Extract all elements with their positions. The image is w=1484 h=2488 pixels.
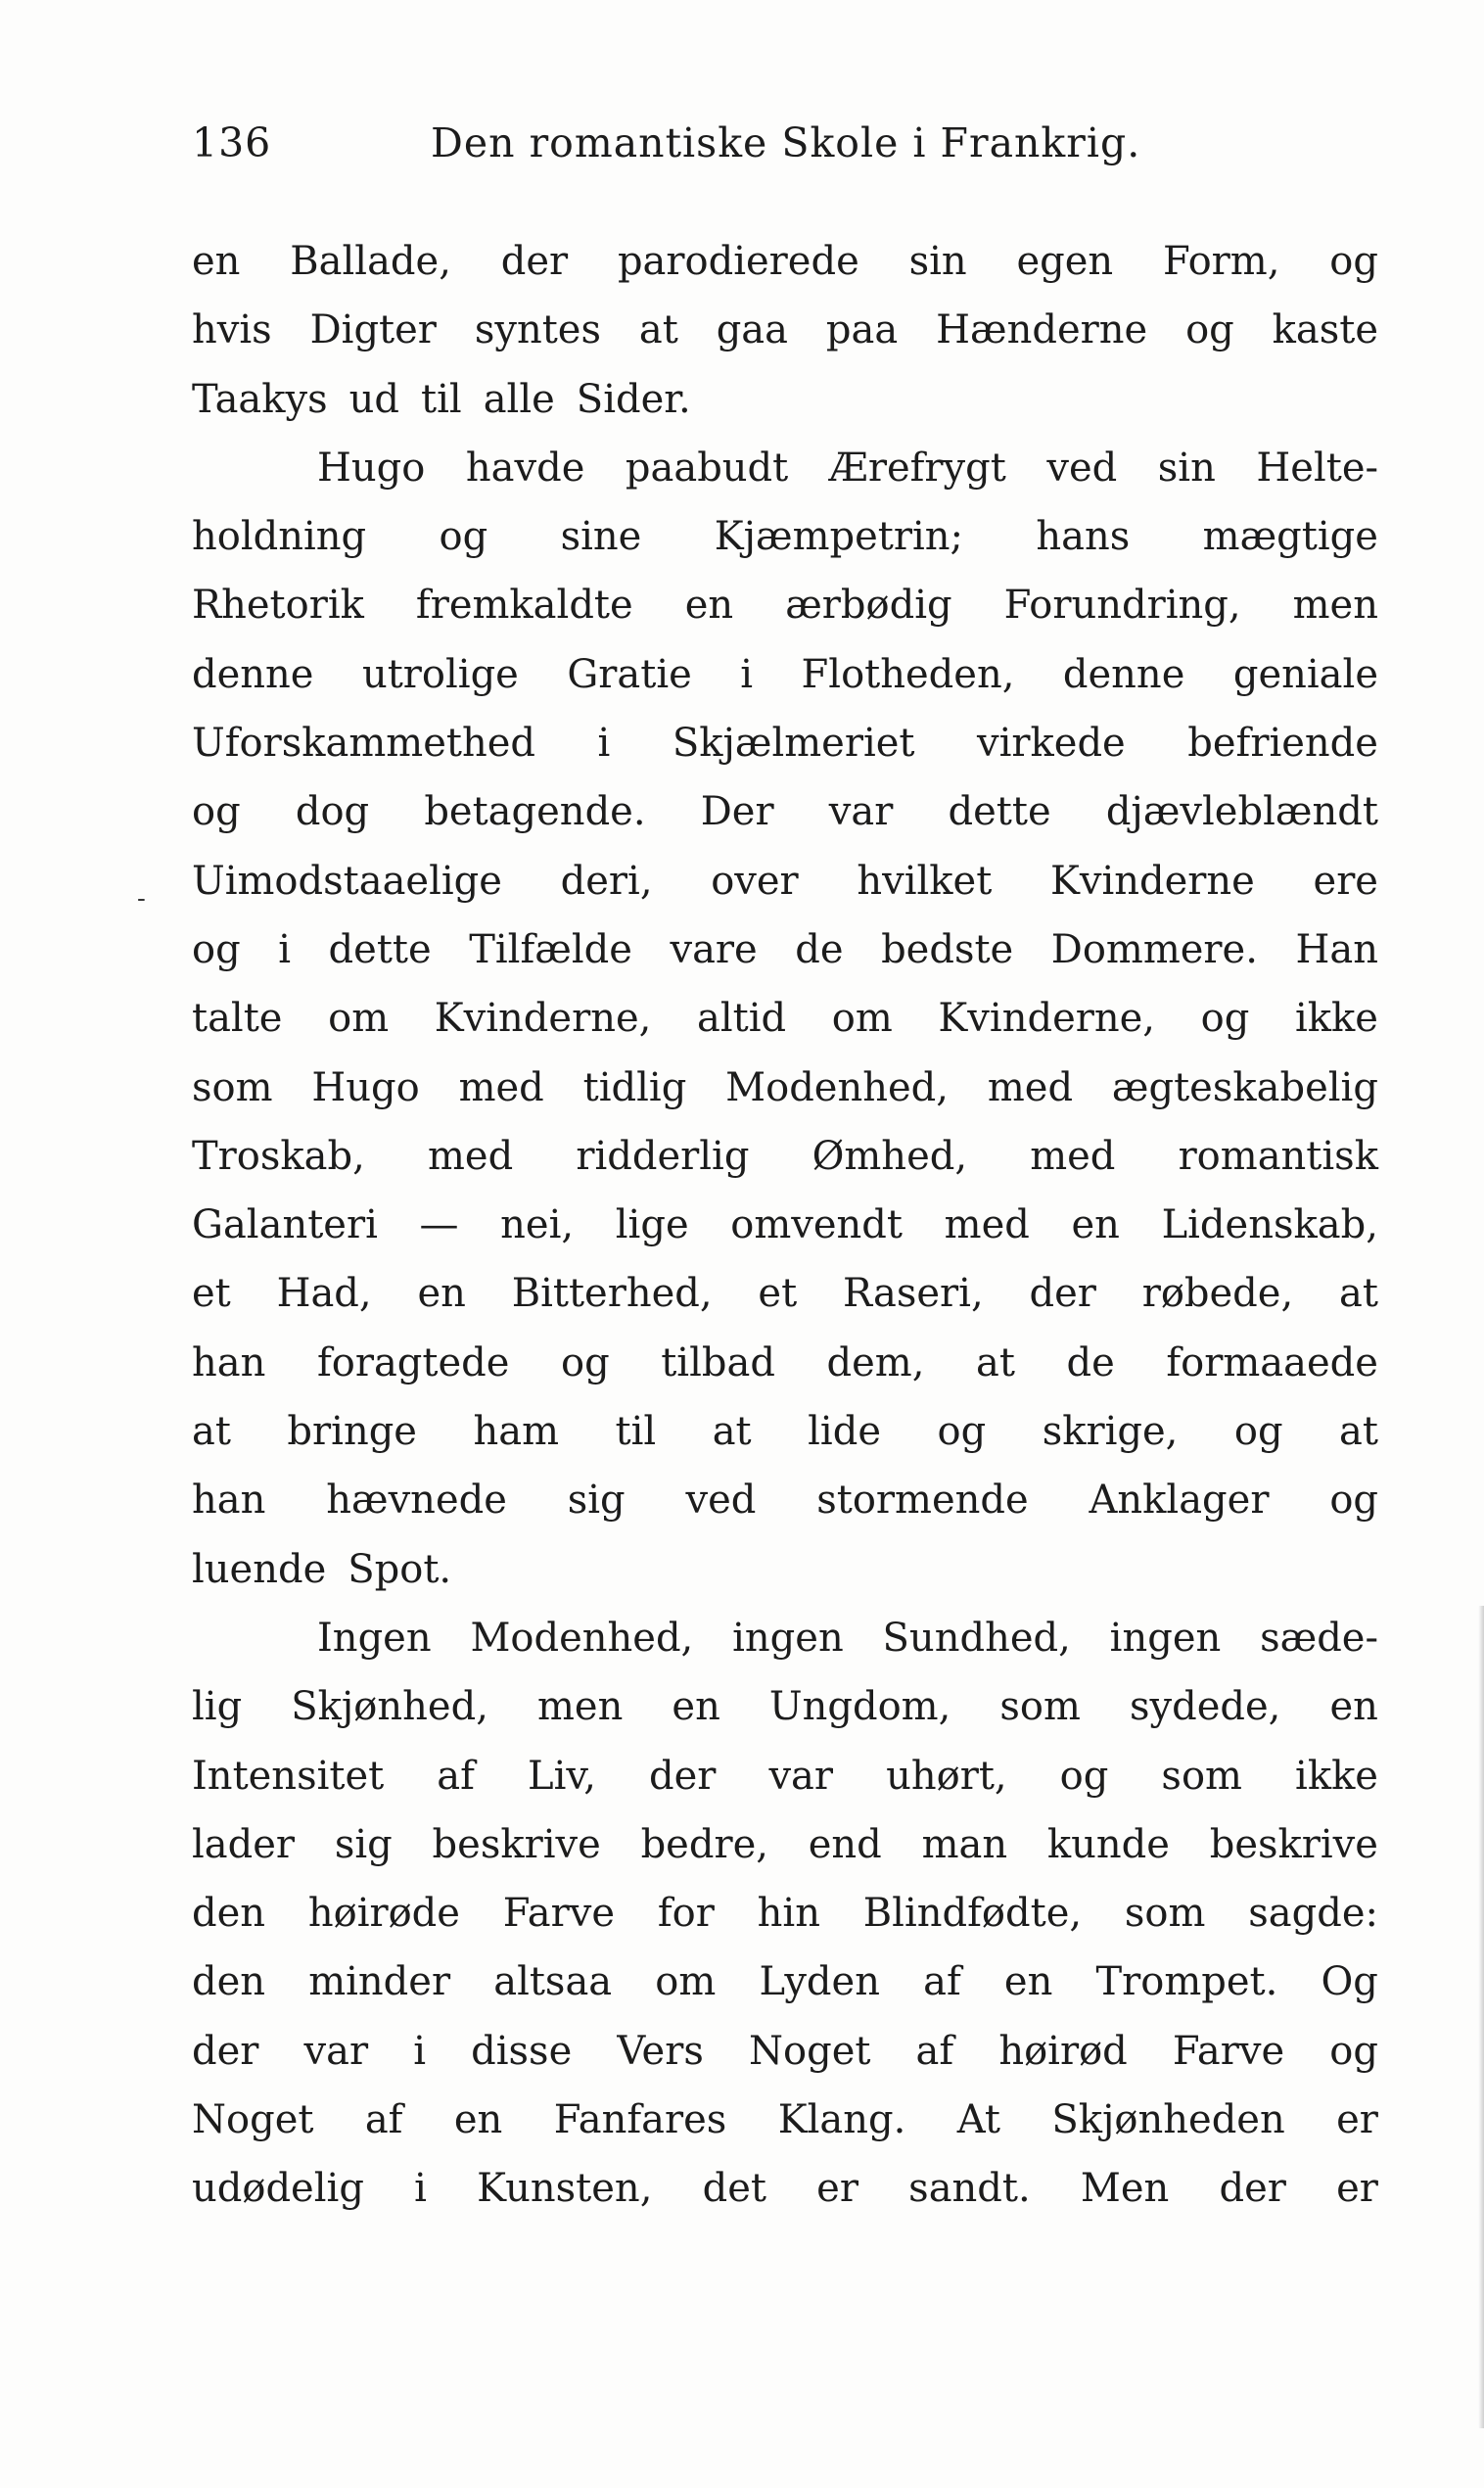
word: minder [308, 1959, 451, 2005]
text-line [192, 2017, 1378, 2086]
word: der [1219, 2166, 1286, 2212]
word: dem, [826, 1339, 925, 1385]
word: Kvinderne [1049, 858, 1255, 904]
word: der [1029, 1271, 1096, 1317]
word: denne [1062, 651, 1185, 697]
word: ikke [1295, 1753, 1378, 1799]
word: Klang. [777, 2097, 906, 2143]
word: Digter [309, 307, 437, 353]
word: Spot. [348, 1546, 452, 1592]
word: med [427, 1133, 514, 1179]
word: Og [1321, 1959, 1378, 2005]
word: lig [192, 1684, 243, 1730]
word: den [192, 1891, 266, 1937]
word: og [1200, 996, 1250, 1042]
word: Ømhed, [812, 1133, 968, 1179]
word: et [758, 1271, 798, 1317]
word: den [192, 1959, 266, 2005]
word: gaa [716, 307, 788, 353]
word: havde [465, 445, 585, 491]
word: sagde: [1248, 1891, 1378, 1937]
word: Liv, [528, 1753, 596, 1799]
word: i [740, 651, 754, 697]
word: og [192, 926, 241, 972]
text-line [192, 434, 1378, 502]
text-line [192, 1672, 1378, 1741]
word: Hugo [317, 445, 426, 491]
word: Lidenskab, [1161, 1202, 1378, 1248]
word: Uforskammethed [192, 721, 535, 767]
word: Uimodstaaelige [192, 858, 502, 904]
word: Tilfælde [469, 926, 632, 972]
word: i [597, 721, 611, 767]
word: der [192, 2028, 259, 2074]
word: Blindfødte, [862, 1891, 1083, 1937]
word: alle [483, 376, 555, 422]
text-line [192, 502, 1378, 571]
word: denne [192, 651, 314, 697]
word: en [1329, 1684, 1378, 1730]
word: befriende [1187, 721, 1378, 767]
word: og [1185, 307, 1234, 353]
text-line [192, 777, 1378, 846]
word: skrige, [1042, 1409, 1179, 1455]
text-line [192, 1604, 1378, 1672]
word: til [421, 376, 462, 422]
page-edge-shadow [1478, 1606, 1484, 2428]
word: men [1292, 583, 1378, 629]
word: ere [1313, 858, 1378, 904]
word: Fanfares [553, 2097, 727, 2143]
word: — [419, 1202, 459, 1248]
word: at [712, 1409, 752, 1455]
text-line [192, 227, 1378, 296]
word: med [458, 1064, 544, 1110]
word: Trompet. [1095, 1959, 1278, 2005]
word: bedste [881, 926, 1014, 972]
text-line [192, 984, 1378, 1053]
word: Skjønhed, [291, 1684, 488, 1730]
word: Farve [502, 1891, 616, 1937]
text-line [192, 915, 1378, 984]
word: af [437, 1753, 475, 1799]
word: Ærefrygt [828, 445, 1006, 491]
word: bringe [287, 1409, 417, 1455]
word: til [615, 1409, 657, 1455]
word: en [192, 239, 241, 284]
word: Hugo [311, 1064, 420, 1110]
word: parodierede [617, 239, 859, 284]
word: stormende [816, 1478, 1029, 1524]
word: der [648, 1753, 717, 1799]
word: over [711, 858, 799, 904]
word: Intensitet [192, 1753, 385, 1799]
word: med [1030, 1133, 1116, 1179]
word: Gratie [567, 651, 692, 697]
text-line [192, 709, 1378, 777]
word: og [1059, 1753, 1109, 1799]
word: Anklager [1089, 1478, 1270, 1524]
word: holdning [192, 514, 367, 560]
word: ægteskabelig [1111, 1064, 1378, 1110]
text-line [192, 1879, 1378, 1948]
word: ingen [732, 1615, 844, 1661]
word: Kjæmpetrin; [714, 514, 964, 560]
word: Form, [1163, 239, 1280, 284]
word: er [1336, 2166, 1378, 2212]
word: sine [560, 514, 642, 560]
word: bedre, [640, 1821, 768, 1867]
word: er [1336, 2097, 1378, 2143]
word: sydede, [1130, 1684, 1281, 1730]
text-line [192, 1191, 1378, 1259]
word: hvilket [857, 858, 993, 904]
word: Raseri, [842, 1271, 984, 1317]
word: kaste [1272, 307, 1378, 353]
word: syntes [474, 307, 601, 353]
word: sæde- [1260, 1615, 1378, 1661]
word: Noget [749, 2028, 871, 2074]
word: en [1003, 1959, 1053, 2005]
word: dette [328, 926, 432, 972]
text-line [192, 2154, 1378, 2223]
word: røbede, [1141, 1271, 1294, 1317]
word: at [192, 1409, 231, 1455]
text-line [192, 1742, 1378, 1810]
word: som [1161, 1753, 1242, 1799]
word: at [638, 307, 678, 353]
word: om [831, 996, 893, 1042]
word: der [500, 239, 569, 284]
word: Vers [617, 2028, 704, 2074]
word: Sider. [576, 376, 691, 422]
text-line [192, 2086, 1378, 2154]
word: Taakys [192, 376, 328, 422]
word: at [1339, 1409, 1378, 1455]
word: ved [685, 1478, 757, 1524]
text-line [192, 365, 1378, 434]
word: ærbødig [785, 583, 952, 629]
word: og [192, 789, 241, 835]
word: hans [1036, 514, 1131, 560]
word: man [921, 1821, 1008, 1867]
word: mægtige [1202, 514, 1378, 560]
word: og [1329, 239, 1378, 284]
word: var [768, 1753, 834, 1799]
page-header [192, 119, 1386, 178]
word: Ballade, [290, 239, 451, 284]
word: ved [1046, 445, 1118, 491]
word: foragtede [316, 1339, 510, 1385]
word: fremkaldte [415, 583, 633, 629]
word: paabudt [625, 445, 789, 491]
word: Kvinderne, [434, 996, 652, 1042]
word: formaaede [1166, 1339, 1378, 1385]
word: sig [334, 1821, 393, 1867]
word: i [278, 926, 292, 972]
word: Kunsten, [477, 2166, 653, 2212]
word: og [1233, 1409, 1283, 1455]
margin-mark: - [137, 884, 146, 914]
word: det [702, 2166, 766, 2212]
word: og [937, 1409, 987, 1455]
word: var [828, 789, 894, 835]
word: Sundhed, [882, 1615, 1071, 1661]
word: han [192, 1478, 266, 1524]
word: om [655, 1959, 717, 2005]
body-text [192, 227, 1378, 2224]
word: virkede [977, 721, 1126, 767]
word: Skjønheden [1051, 2097, 1285, 2143]
word: Ingen [317, 1615, 432, 1661]
text-line [192, 1535, 1378, 1604]
word: med [987, 1064, 1074, 1110]
word: de [1066, 1339, 1115, 1385]
word: af [923, 1959, 961, 2005]
word: udødelig [192, 2166, 364, 2212]
word: altid [697, 996, 787, 1042]
word: som [999, 1684, 1081, 1730]
word: beskrive [432, 1821, 601, 1867]
word: Modenhed, [725, 1064, 949, 1110]
running-title: Den romantiske Skole i Frankrig. [431, 119, 1141, 166]
text-line [192, 571, 1378, 639]
word: Der [700, 789, 774, 835]
word: Noget [192, 2097, 314, 2143]
word: i [414, 2166, 427, 2212]
word: Troskab, [192, 1133, 365, 1179]
word: Skjælmeriet [672, 721, 915, 767]
word: en [1071, 1202, 1120, 1248]
word: sandt. [908, 2166, 1031, 2212]
word: i [413, 2028, 426, 2074]
word: Ungdom, [768, 1684, 951, 1730]
word: hvis [192, 307, 272, 353]
word: Forundring, [1003, 583, 1241, 629]
word: luende [192, 1546, 327, 1592]
word: at [976, 1339, 1015, 1385]
word: nei, [500, 1202, 575, 1248]
word: lide [808, 1409, 881, 1455]
text-line [192, 296, 1378, 364]
text-line [192, 1466, 1378, 1534]
word: høirøde [307, 1891, 460, 1937]
word: for [657, 1891, 715, 1937]
word: kunde [1046, 1821, 1170, 1867]
word: Han [1295, 926, 1378, 972]
word: Had, [276, 1271, 372, 1317]
word: tidlig [582, 1064, 687, 1110]
word: utrolige [361, 651, 519, 697]
word: var [303, 2028, 369, 2074]
word: djævleblændt [1105, 789, 1378, 835]
word: at [1339, 1271, 1378, 1317]
word: hin [757, 1891, 820, 1937]
word: af [364, 2097, 403, 2143]
word: sin [908, 239, 967, 284]
word: og [1329, 2028, 1378, 2074]
word: uhørt, [886, 1753, 1007, 1799]
word: end [808, 1821, 882, 1867]
word: deri, [560, 858, 653, 904]
word: Kvinderne, [938, 996, 1156, 1042]
word: geniale [1232, 651, 1378, 697]
word: beskrive [1209, 1821, 1378, 1867]
text-line [192, 1329, 1378, 1397]
word: som [1124, 1891, 1206, 1937]
word: og [1329, 1478, 1378, 1524]
word: Farve [1172, 2028, 1285, 2074]
word: vare [670, 926, 758, 972]
word: omvendt [730, 1202, 903, 1248]
word: men [536, 1684, 624, 1730]
word: ham [473, 1409, 560, 1455]
word: som [192, 1064, 273, 1110]
word: en [684, 583, 734, 629]
word: hævnede [326, 1478, 507, 1524]
word: om [328, 996, 390, 1042]
word: Galanteri [192, 1202, 378, 1248]
word: egen [1016, 239, 1114, 284]
word: At [956, 2097, 1000, 2143]
word: ud [348, 376, 400, 422]
word: Flotheden, [801, 651, 1015, 697]
word: disse [471, 2028, 573, 2074]
word: og [560, 1339, 610, 1385]
word: dog [295, 789, 370, 835]
word: af [915, 2028, 954, 2074]
word: høirød [998, 2028, 1128, 2074]
word: en [417, 1271, 466, 1317]
text-line [192, 1122, 1378, 1191]
word: er [816, 2166, 858, 2212]
word: sin [1157, 445, 1216, 491]
text-line [192, 1948, 1378, 2016]
word: sig [567, 1478, 626, 1524]
word: han [192, 1339, 266, 1385]
word: betagende. [424, 789, 646, 835]
word: romantisk [1178, 1133, 1378, 1179]
word: lader [192, 1821, 296, 1867]
word: paa [825, 307, 899, 353]
word: Lyden [759, 1959, 880, 2005]
word: lige [615, 1202, 689, 1248]
text-line [192, 1810, 1378, 1879]
word: Dommere. [1050, 926, 1258, 972]
word: med [944, 1202, 1030, 1248]
word: en [453, 2097, 503, 2143]
word: en [672, 1684, 720, 1730]
word: altsaa [493, 1959, 613, 2005]
word: Modenhed, [470, 1615, 694, 1661]
word: Rhetorik [192, 583, 364, 629]
word: talte [192, 996, 283, 1042]
page-number: 136 [192, 119, 272, 166]
text-line [192, 1259, 1378, 1328]
text-line [192, 1054, 1378, 1122]
text-line [192, 847, 1378, 915]
word: Hænderne [936, 307, 1148, 353]
word: og [439, 514, 488, 560]
word: ingen [1109, 1615, 1222, 1661]
word: ridderlig [576, 1133, 750, 1179]
word: Men [1080, 2166, 1170, 2212]
word: tilbad [661, 1339, 775, 1385]
word: ikke [1294, 996, 1378, 1042]
text-line [192, 640, 1378, 709]
word: Helte- [1256, 445, 1378, 491]
word: et [192, 1271, 231, 1317]
text-line [192, 1397, 1378, 1466]
word: Bitterhed, [511, 1271, 713, 1317]
word: dette [948, 789, 1051, 835]
word: de [795, 926, 844, 972]
